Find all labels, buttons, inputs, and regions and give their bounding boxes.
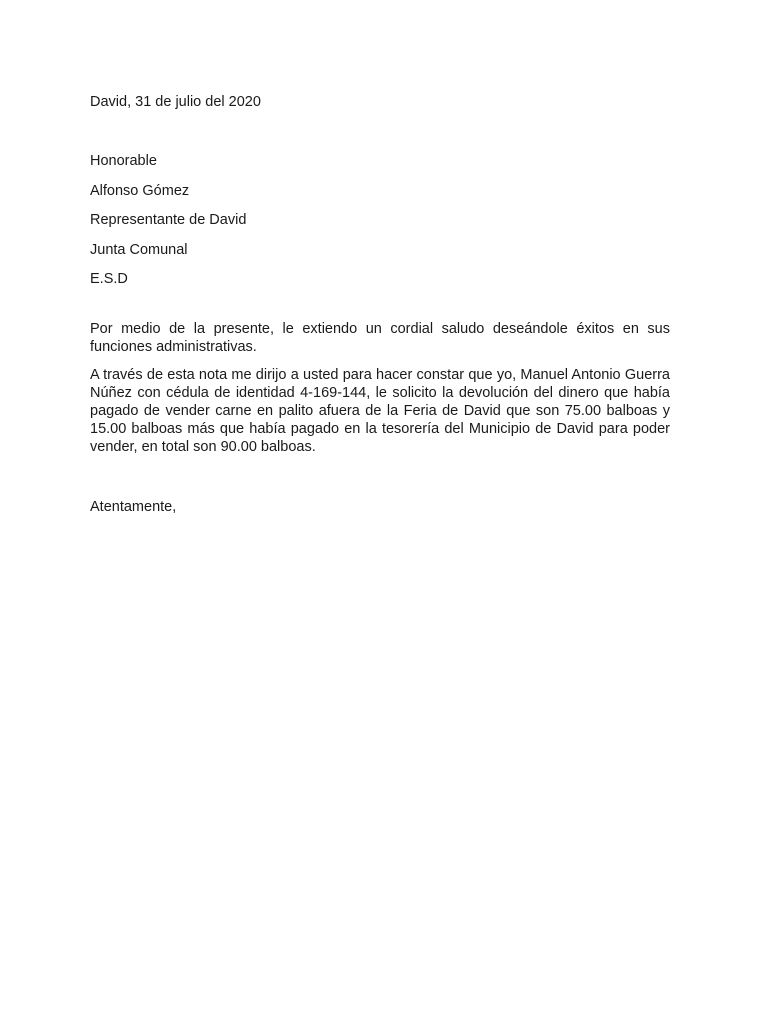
recipient-position: Representante de David — [90, 212, 247, 228]
letter-body — [90, 92, 670, 532]
closing-line: Atentamente, — [90, 499, 177, 515]
recipient-name: Alfonso Gómez — [90, 182, 190, 199]
recipient-block — [90, 151, 670, 289]
recipient-title: Honorable — [90, 153, 157, 169]
letter-date: David, 31 de julio del 2020 — [90, 94, 261, 110]
letter-content — [90, 320, 670, 456]
request-paragraph: A través de esta nota me dirijo a usted para hacer constar que yo, Manuel Antonio Guerra Núñez con cédula de identidad 4-169-144, le solicito la devolución del dinero que había pagado de vender carne en palito afuera de la Feria de David que son 75.00 balboas y 15.00 balboas más que había pagado en la tesorería del Municipio de David para poder vender, en total son 90.00 balboas. — [90, 367, 670, 455]
greeting-paragraph: Por medio de la presente, le extiendo un cordial saludo deseándole éxitos en sus funciones administrativas. — [90, 321, 670, 355]
recipient-organization: Junta Comunal — [90, 241, 188, 258]
recipient-abbreviation: E.S.D — [90, 271, 128, 287]
